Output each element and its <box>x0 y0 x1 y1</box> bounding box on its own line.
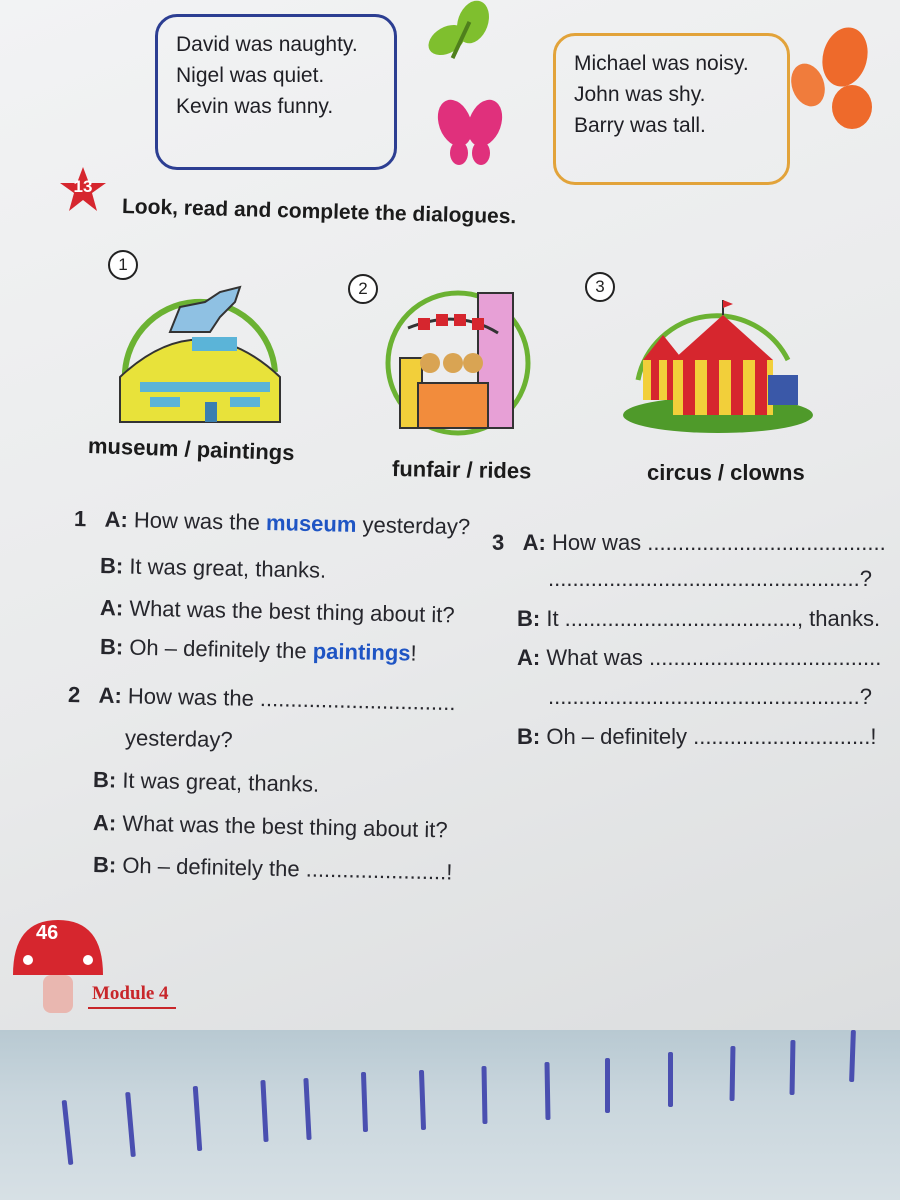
dialogue-text: What was ...................................... <box>546 645 882 670</box>
dialogue-text: What was the best thing about it? <box>122 810 448 843</box>
speaker-label: B: <box>517 724 541 749</box>
dialogue-1-line-a1 <box>74 506 471 540</box>
dialogue-1-line-a2 <box>100 595 455 628</box>
speech-bubble-right <box>553 33 790 185</box>
funfair-picture <box>378 288 538 438</box>
bubble-line: Barry was tall. <box>574 114 706 137</box>
dialogue-text: How was the ................................ <box>127 683 456 716</box>
dialogue-number: 1 <box>73 506 87 532</box>
speaker-label: A: <box>92 810 117 836</box>
dialogue-2-line-a1b: yesterday? <box>124 725 233 753</box>
speech-bubble-left <box>155 14 397 170</box>
picture-number-1: 1 <box>108 250 138 280</box>
dialogue-1-line-b1 <box>100 553 327 584</box>
dialogue-3-line-b1 <box>517 606 880 632</box>
dialogue-text: It was great, thanks. <box>129 553 327 583</box>
dialogue-2-line-b2 <box>93 852 453 886</box>
answer-thing: paintings <box>312 638 411 666</box>
dialogue-text: How was the <box>133 507 261 535</box>
dialogue-2-line-a2 <box>93 810 448 843</box>
dialogue-3-line-b2 <box>517 724 876 750</box>
dialogue-2-line-b1 <box>93 767 320 798</box>
dialogue-text: What was the best thing about it? <box>129 595 455 628</box>
dialogue-text: Oh – definitely .............................! <box>546 724 877 749</box>
module-label: Module 4 <box>92 983 169 1004</box>
exercise-instruction: Look, read and complete the dialogues. <box>121 195 517 229</box>
bubble-line: Michael was noisy. <box>574 52 749 75</box>
speaker-label: B: <box>517 606 541 631</box>
picture-caption-2: funfair / rides <box>391 456 532 484</box>
pink-butterfly-icon <box>435 95 505 167</box>
bubble-line: David was naughty. <box>176 33 358 56</box>
bubble-line: Nigel was quiet. <box>176 64 325 87</box>
bubble-line: John was shy. <box>574 83 706 106</box>
dialogue-2-line-a1 <box>68 682 456 716</box>
dialogue-number: 2 <box>67 682 81 708</box>
speaker-label: A: <box>99 595 124 621</box>
dialogue-3-line-a1b: ...................................................? <box>548 566 872 591</box>
tablecloth-background <box>0 1030 900 1200</box>
dialogue-3-line-a2 <box>517 645 881 671</box>
speaker-label: A: <box>517 645 541 670</box>
speaker-label: B: <box>92 852 117 878</box>
dialogue-text: It was great, thanks. <box>122 767 320 797</box>
circus-picture <box>618 280 813 440</box>
answer-place: museum <box>265 510 357 537</box>
speaker-label: A: <box>104 506 129 533</box>
dialogue-text: Oh – definitely the .......................! <box>122 852 453 885</box>
speaker-label: A: <box>98 682 123 709</box>
museum-picture <box>110 262 290 437</box>
picture-caption-1: museum / paintings <box>87 433 295 466</box>
orange-butterfly-icon <box>790 25 875 135</box>
picture-number-2: 2 <box>348 274 378 304</box>
exercise-number: 13 <box>73 177 93 196</box>
dialogue-number: 3 <box>492 530 505 555</box>
dialogue-text: How was ....................................... <box>551 530 886 555</box>
dialogue-3-line-a2b: ...................................................? <box>548 684 872 709</box>
speaker-label: B: <box>99 634 124 660</box>
exercise-number-badge <box>58 165 108 215</box>
dialogue-text: ! <box>410 640 417 666</box>
picture-number-3: 3 <box>585 272 615 302</box>
dialogue-text: It ......................................, thanks. <box>546 606 881 631</box>
speaker-label: B: <box>92 767 117 793</box>
dialogue-1-line-b2 <box>100 634 417 667</box>
module-underline <box>88 1007 176 1009</box>
green-butterfly-icon <box>425 0 495 75</box>
dialogue-text: yesterday? <box>362 512 471 540</box>
picture-caption-3: circus / clowns <box>647 460 805 485</box>
bubble-line: Kevin was funny. <box>176 95 334 118</box>
speaker-label: A: <box>522 530 546 555</box>
dialogue-text: Oh – definitely the <box>129 634 307 664</box>
page-number: 46 <box>36 922 59 944</box>
dialogue-3-line-a1 <box>492 530 886 556</box>
speaker-label: B: <box>99 553 124 579</box>
